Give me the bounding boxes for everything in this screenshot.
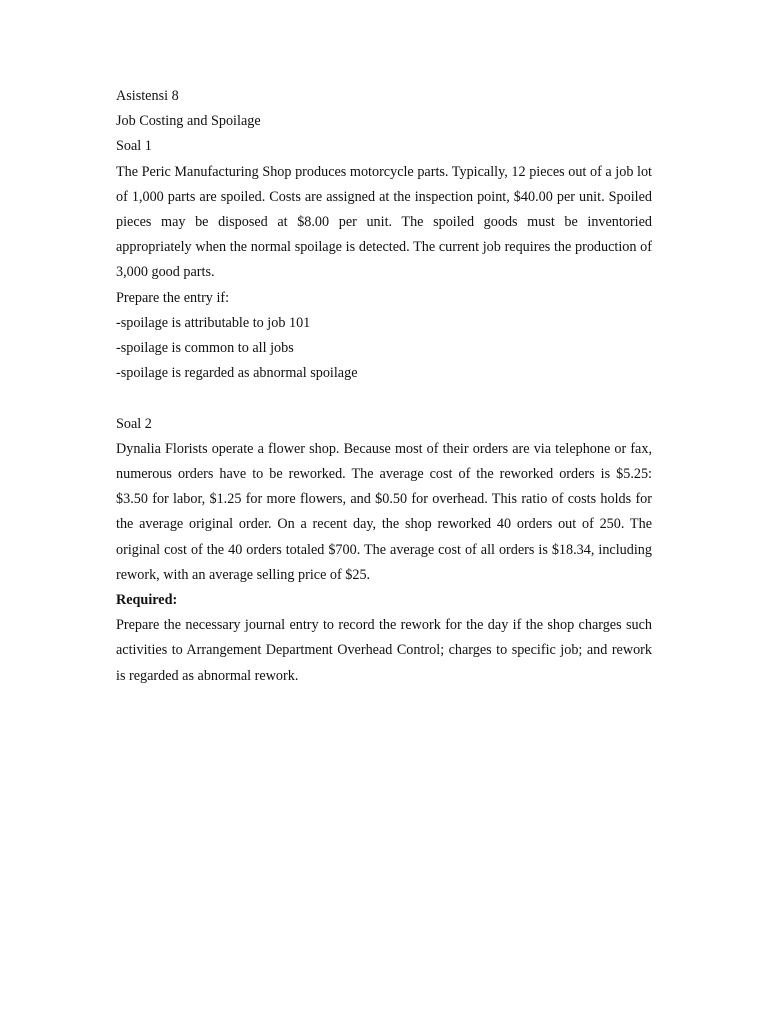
soal1-prompt: Prepare the entry if:: [116, 289, 230, 306]
soal1-heading: Soal 1: [116, 138, 152, 155]
required-label: Required:: [116, 591, 178, 608]
document-title: Asistensi 8: [116, 88, 179, 104]
soal2-heading: Soal 2: [116, 415, 152, 432]
section-spacer: [116, 386, 652, 411]
soal1-item: -spoilage is attributable to job 101: [116, 314, 311, 331]
document-page: [116, 84, 652, 689]
soal1-item: -spoilage is regarded as abnormal spoilage: [116, 365, 358, 382]
soal1-item: -spoilage is common to all jobs: [116, 339, 294, 356]
soal1-body: The Peric Manufacturing Shop produces motorcycle parts. Typically, 12 pieces out of a job lot of 1,000 parts are spoiled. Costs are assigned at the inspection point, $40.00 per unit. Spoiled pieces may be disposed at $8.00 per unit. The spoiled goods must be inventoried appropriately when the normal spoilage is detected. The current job requires the production of 3,000 good parts.: [116, 163, 652, 281]
required-text: Prepare the necessary journal entry to record the rework for the day if the shop charges such activities to Arrangement Department Overhead Control; charges to specific job; and rework is regarded as abnormal rework.: [116, 617, 652, 684]
soal2-body: Dynalia Florists operate a flower shop. Because most of their orders are via telephone or fax, numerous orders have to be reworked. The average cost of the reworked orders is $5.25: $3.50 for labor, $1.25 for more flowers, and $0.50 for overhead. This ratio of costs holds for the average original order. On a recent day, the shop reworked 40 orders out of 250. The original cost of the 40 orders totaled $700. The average cost of all orders is $18.34, including rework, with an average selling price of $25.: [116, 440, 652, 583]
document-subtitle: Job Costing and Spoilage: [116, 113, 261, 130]
